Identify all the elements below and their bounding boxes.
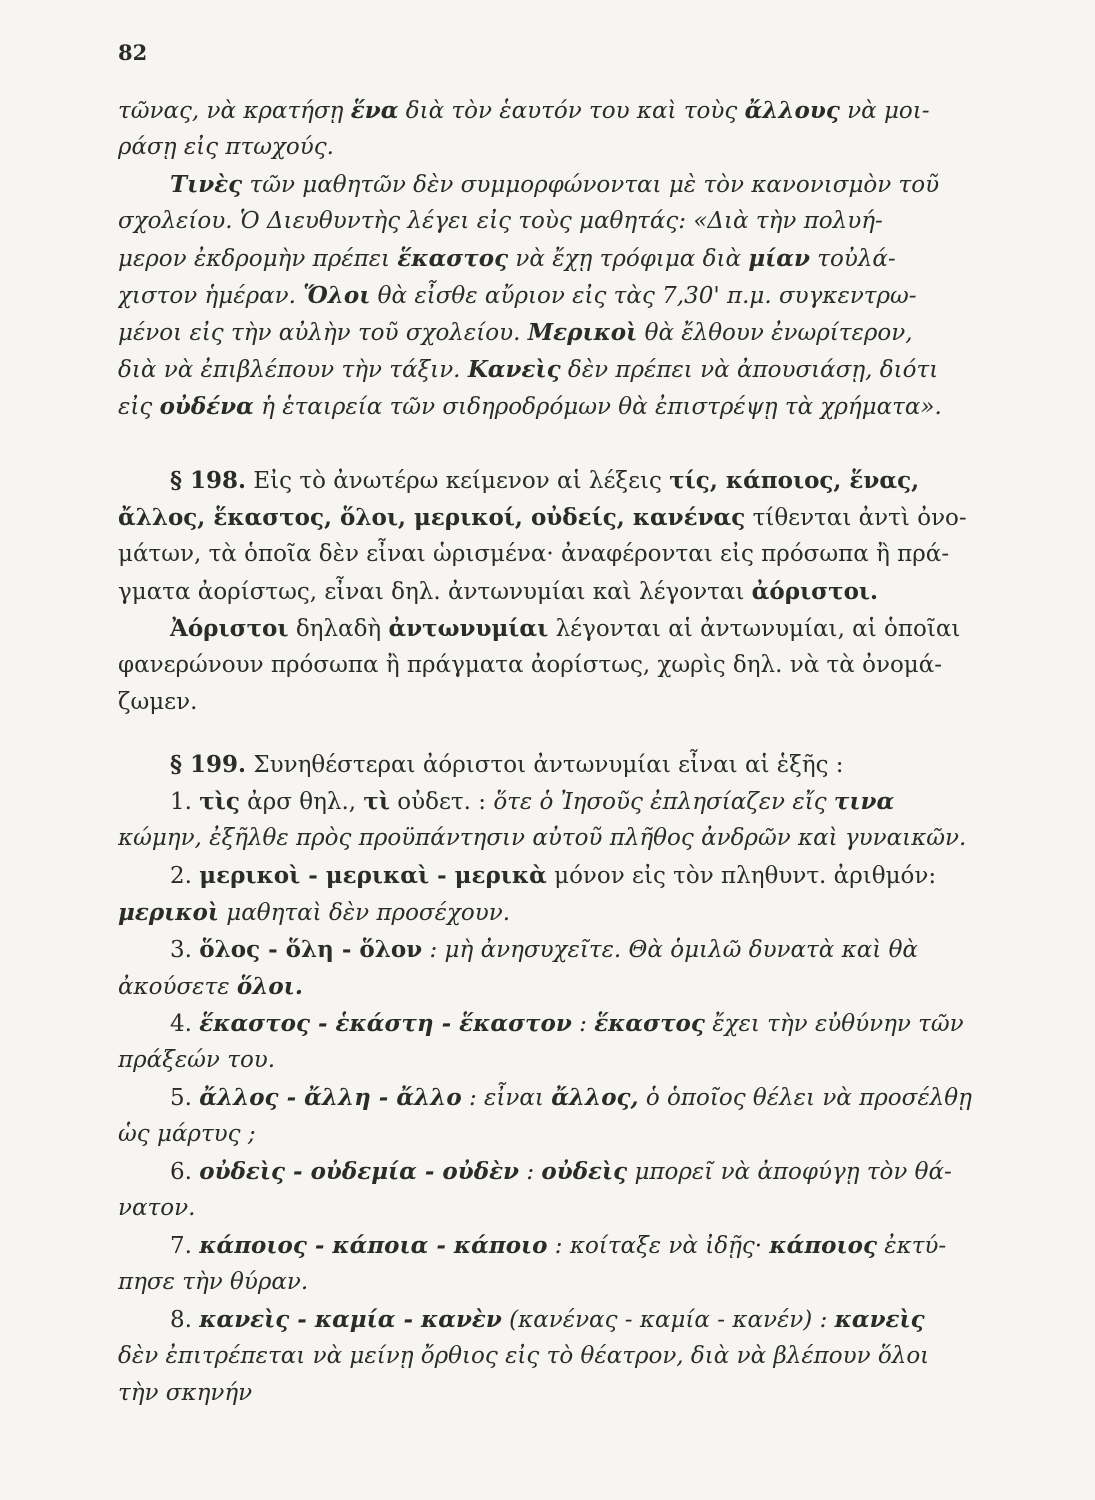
text-line: σχολείου. Ὁ Διευθυντὴς λέγει εἰς τοὺς μαθητάς: «Διὰ τὴν πολυή- — [118, 208, 883, 234]
list-item: 5. ἄλλος - ἄλλη - ἄλλο : εἶναι ἄλλος, ὁ ὁποῖος θέλει νὰ προσέλθῃ — [170, 1084, 972, 1111]
text-line: τὴν σκηνήν — [118, 1380, 253, 1406]
text-line: ἄλλος, ἕκαστος, ὅλοι, μερικοί, οὐδείς, κανένας τίθενται ἀντὶ ὀνο- — [118, 504, 967, 531]
text-line: τῶνας, νὰ κρατήσῃ ἕνα διὰ τὸν ἑαυτόν του καὶ τοὺς ἄλλους νὰ μοι- — [118, 97, 930, 124]
text-line: ἀκούσετε ὅλοι. — [118, 973, 303, 1000]
text-line: § 198. Εἰς τὸ ἀνωτέρω κείμενον αἱ λέξεις τίς, κάποιος, ἕνας, — [170, 467, 920, 494]
list-item: 4. ἕκαστος - ἑκάστη - ἕκαστον : ἕκαστος ἔχει τὴν εὐθύνην τῶν — [170, 1010, 964, 1037]
list-item: 1. τὶς ἀρσ θηλ., τὶ οὐδετ. : ὅτε ὁ Ἰησοῦς ἐπλησίαζεν εἴς τινα — [170, 788, 895, 815]
text-line: μερικοὶ μαθηταὶ δὲν προσέχουν. — [118, 899, 511, 926]
text-line: ὡς μάρτυς ; — [118, 1121, 256, 1147]
section-198 — [118, 462, 980, 721]
text-line: φανερώνουν πρόσωπα ἢ πράγματα ἀορίστως, χωρὶς δηλ. νὰ τὰ ὀνομά- — [118, 652, 943, 678]
text-line: μένοι εἰς τὴν αὐλὴν τοῦ σχολείου. Μερικοὶ θὰ ἔλθουν ἐνωρίτερον, — [118, 319, 913, 346]
text-line: Τινὲς τῶν μαθητῶν δὲν συμμορφώνονται μὲ τὸν κανονισμὸν τοῦ — [170, 171, 940, 198]
list-item: 3. ὅλος - ὅλη - ὅλον : μὴ ἀνησυχεῖτε. Θὰ ὁμιλῶ δυνατὰ καὶ θὰ — [170, 936, 918, 963]
text-line: διὰ νὰ ἐπιβλέπουν τὴν τάξιν. Κανεὶς δὲν πρέπει νὰ ἀπουσιάσῃ, διότι — [118, 356, 939, 383]
section-number: § 199. — [170, 751, 247, 778]
text-line: πράξεών του. — [118, 1047, 276, 1073]
text-line: χιστον ἡμέραν. Ὅλοι θὰ εἶσθε αὔριον εἰς τὰς 7,30' π.μ. συγκεντρω- — [118, 282, 917, 309]
text-line: μάτων, τὰ ὁποῖα δὲν εἶναι ὡρισμένα· ἀναφέρονται εἰς πρόσωπα ἢ πρά- — [118, 541, 950, 567]
text-line: γματα ἀορίστως, εἶναι δηλ. ἀντωνυμίαι καὶ λέγονται ἀόριστοι. — [118, 578, 879, 605]
list-item: 2. μερικοὶ - μερικαὶ - μερικὰ μόνον εἰς τὸν πληθυντ. ἀριθμόν: — [170, 862, 937, 889]
text-line: εἰς οὐδένα ἡ ἑταιρεία τῶν σιδηροδρόμων θὰ ἐπιστρέψῃ τὰ χρήματα». — [118, 393, 942, 420]
text-line: μερον ἐκδρομὴν πρέπει ἕκαστος νὰ ἔχῃ τρόφιμα διὰ μίαν τοὐλά- — [118, 245, 896, 272]
text-line: δὲν ἐπιτρέπεται νὰ μείνῃ ὄρθιος εἰς τὸ θέατρον, διὰ νὰ βλέπουν ὅλοι — [118, 1343, 930, 1369]
intro-paragraph — [118, 92, 980, 425]
section-199 — [118, 746, 980, 1412]
list-item: 8. κανεὶς - καμία - κανὲν (κανένας - καμία - κανέν) : κανεὶς — [170, 1306, 925, 1333]
text-line: πησε τὴν θύραν. — [118, 1269, 309, 1295]
list-item: 6. οὐδεὶς - οὐδεμία - οὐδὲν : οὐδεὶς μπορεῖ νὰ ἀποφύγῃ τὸν θά- — [170, 1158, 952, 1185]
text-line: νατον. — [118, 1195, 196, 1221]
page-number: 82 — [118, 40, 148, 65]
list-item: 7. κάποιος - κάποια - κάποιο : κοίταξε νὰ ἰδῇς· κάποιος ἐκτύ- — [170, 1232, 947, 1259]
text-line: Ἀόριστοι δηλαδὴ ἀντωνυμίαι λέγονται αἱ ἀντωνυμίαι, αἱ ὁποῖαι — [170, 615, 961, 642]
section-number: § 198. — [170, 467, 247, 494]
text-line: ζωμεν. — [118, 689, 198, 715]
text-line: κώμην, ἐξῆλθε πρὸς προϋπάντησιν αὐτοῦ πλῆθος ἀνδρῶν καὶ γυναικῶν. — [118, 825, 967, 851]
section-heading: § 199. Συνηθέστεραι ἀόριστοι ἀντωνυμίαι εἶναι αἱ ἑξῆς : — [170, 751, 844, 778]
text-line: ράσῃ εἰς πτωχούς. — [118, 134, 334, 160]
